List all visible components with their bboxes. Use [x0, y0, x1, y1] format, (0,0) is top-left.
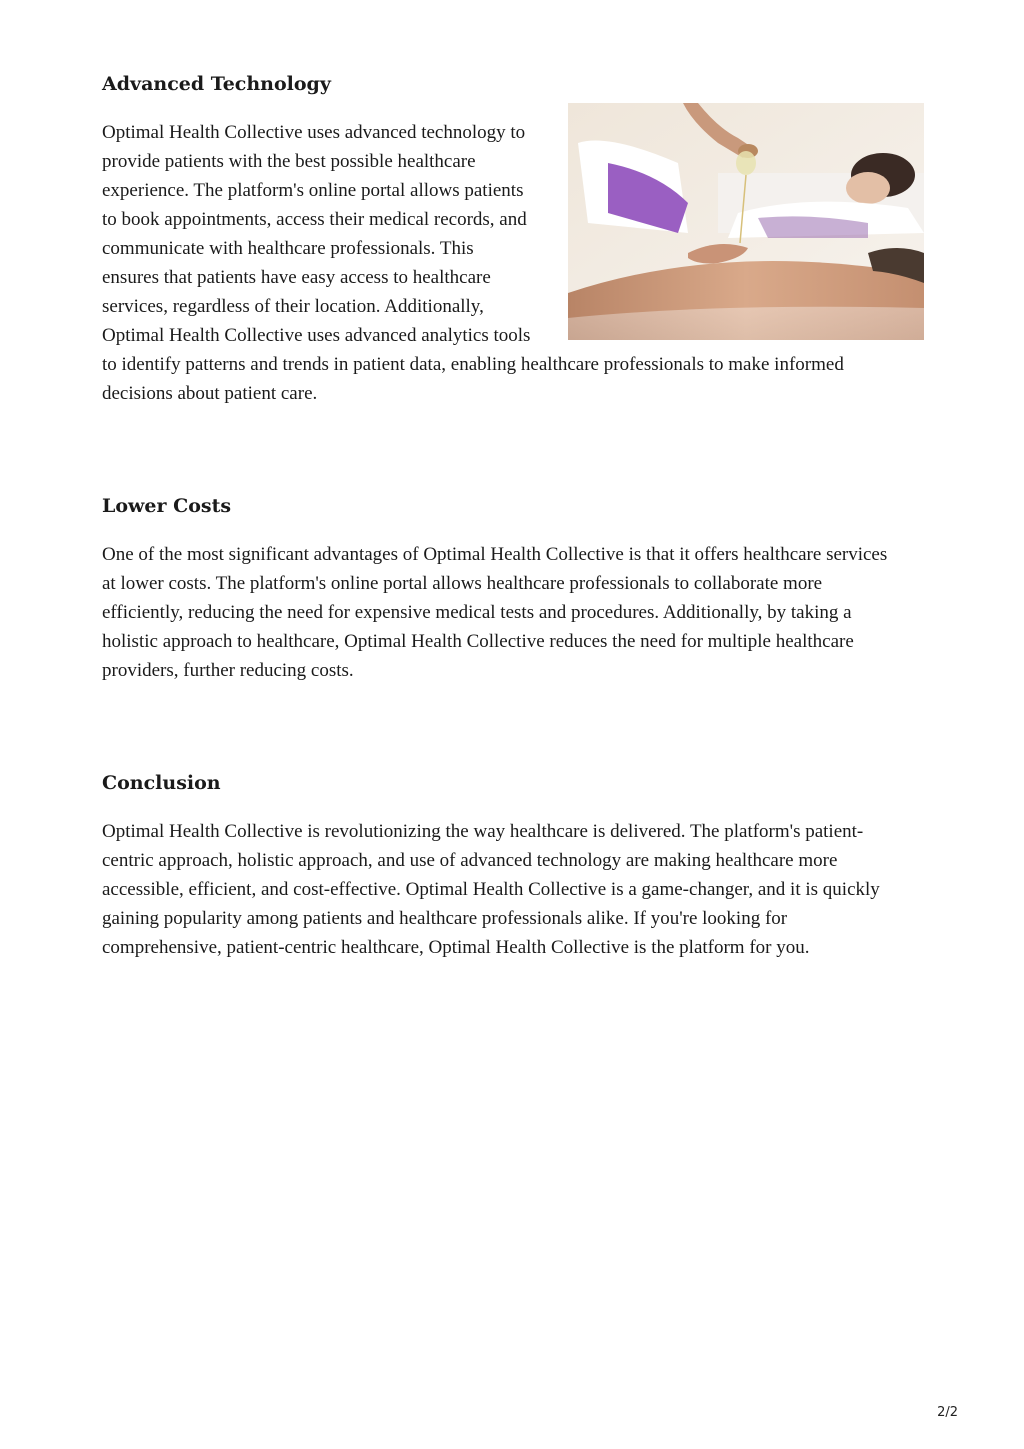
section-body: Optimal Health Collective uses advanced technology to provide patients with the best possible healthcare experience. The platform's online portal allows patients to book appointments, access their medical records, and communicate with healthcare professionals. This ensures that patients have easy access to healthcare services, regardless of their location. Additionally, Optimal Health Collective uses advanced analytics tools to identify patterns and trends in patient data, enabling healthcare professionals to make informed decisions about patient care. — [102, 122, 844, 404]
section-heading: Lower Costs — [102, 495, 232, 517]
section-conclusion — [102, 769, 902, 962]
section-advanced-technology — [102, 70, 902, 408]
section-body: Optimal Health Collective is revolutionizing the way healthcare is delivered. The platform's patient-centric approach, holistic approach, and use of advanced technology are making healthcare more accessible, efficient, and cost-effective. Optimal Health Collective is a game-changer, and it is quickly gaining popularity among patients and healthcare professionals alike. If you're looking for comprehensive, patient-centric healthcare, Optimal Health Collective is the platform for you. — [102, 821, 880, 958]
section-heading: Conclusion — [102, 772, 221, 794]
section-heading: Advanced Technology — [102, 73, 331, 95]
section-lower-costs — [102, 492, 902, 685]
section-body: One of the most significant advantages of Optimal Health Collective is that it offers healthcare services at lower costs. The platform's online portal allows healthcare professionals to collaborate more efficiently, reducing the need for expensive medical tests and procedures. Additionally, by taking a holistic approach to healthcare, Optimal Health Collective reduces the need for multiple healthcare providers, further reducing costs. — [102, 544, 888, 681]
page-number: 2/2 — [937, 1405, 958, 1420]
massage-photo — [568, 103, 924, 340]
document-content — [102, 70, 902, 962]
